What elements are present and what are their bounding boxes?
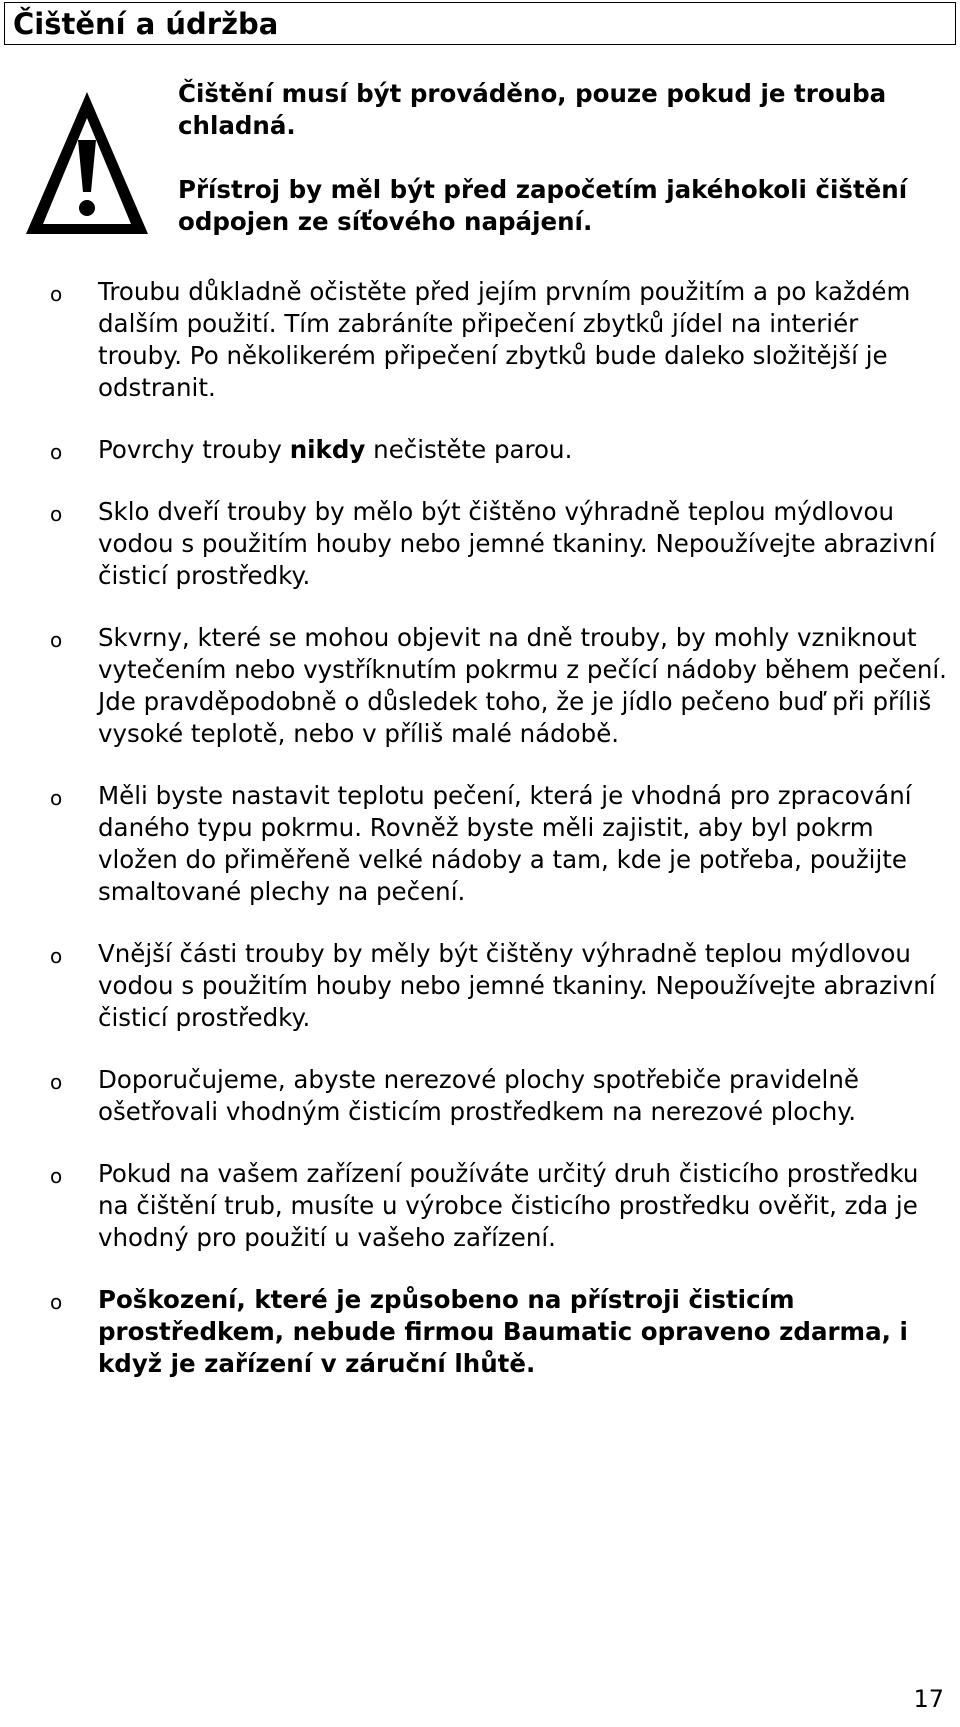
bullet-marker: o (50, 282, 63, 306)
warning-line-disconnect: Přístroj by měl být před započetím jakéhokoli čištění odpojen ze síťového napájení. (178, 175, 908, 236)
section-title: Čištění a údržba (13, 7, 279, 41)
list-item (0, 1158, 960, 1254)
bullet-marker: o (50, 944, 63, 968)
bullet-marker: o (50, 502, 63, 526)
list-item-text: Sklo dveří trouby by mělo být čištěno výhradně teplou mýdlovou vodou s použitím houby nebo jemné tkaniny. Nepoužívejte abrazivní čisticí prostředky. (98, 497, 936, 590)
list-item-text-part: Povrchy trouby (98, 435, 290, 464)
bullet-marker: o (50, 786, 63, 810)
emphasis-never: nikdy (289, 435, 366, 464)
list-item-text: Skvrny, které se mohou objevit na dně trouby, by mohly vzniknout vytečením nebo vystříknutím pokrmu z pečící nádoby během pečení. Jde pravděpodobně o důsledek toho, že je jídlo pečeno buď při příliš vysoké teplotě, nebo v příliš malé nádobě. (98, 623, 947, 748)
list-item-text: Měli byste nastavit teplotu pečení, která je vhodná pro zpracování daného typu pokrmu. Rovněž byste měli zajistit, aby byl pokrm vložen do přiměřeně velké nádoby a tam, kde je potřeba, použijte smaltované plechy na pečení. (98, 781, 912, 906)
page-number: 17 (913, 1685, 944, 1713)
list-item-text: Poškození, které je způsobeno na přístroji čisticím prostředkem, nebude firmou Baumatic opraveno zdarma, i když je zařízení v záruční lhůtě. (98, 1285, 908, 1378)
section-title-box (4, 2, 956, 45)
list-item-text (98, 435, 572, 464)
warning-line-cold-oven: Čištění musí být prováděno, pouze pokud je trouba chladná. (178, 79, 887, 140)
list-item (0, 938, 960, 1034)
warning-notice (178, 78, 938, 270)
bullet-marker: o (50, 1070, 63, 1094)
bullet-marker: o (50, 1290, 63, 1314)
list-item (0, 434, 960, 466)
list-item (0, 1064, 960, 1128)
bullet-marker: o (50, 440, 63, 464)
cleaning-instructions-list (0, 276, 960, 1410)
bullet-marker: o (50, 628, 63, 652)
list-item-text-part: nečistěte parou. (365, 435, 573, 464)
bullet-marker: o (50, 1164, 63, 1188)
warning-triangle-icon (22, 88, 152, 238)
list-item-text: Pokud na vašem zařízení používáte určitý druh čisticího prostředku na čištění trub, musíte u výrobce čisticího prostředku ověřit, zda je vhodný pro použití u vašeho zařízení. (98, 1159, 919, 1252)
list-item-text: Vnější části trouby by měly být čištěny výhradně teplou mýdlovou vodou s použitím houby nebo jemné tkaniny. Nepoužívejte abrazivní čisticí prostředky. (98, 939, 936, 1032)
list-item (0, 276, 960, 404)
list-item-warranty-note (0, 1284, 960, 1380)
list-item-text: Troubu důkladně očistěte před jejím prvním použitím a po každém dalším použití. Tím zabráníte připečení zbytků jídel na interiér trouby. Po několikerém připečení zbytků bude daleko složitější je odstranit. (98, 277, 911, 402)
list-item (0, 496, 960, 592)
list-item (0, 780, 960, 908)
list-item (0, 622, 960, 750)
list-item-text: Doporučujeme, abyste nerezové plochy spotřebiče pravidelně ošetřovali vhodným čisticím prostředkem na nerezové plochy. (98, 1065, 859, 1126)
